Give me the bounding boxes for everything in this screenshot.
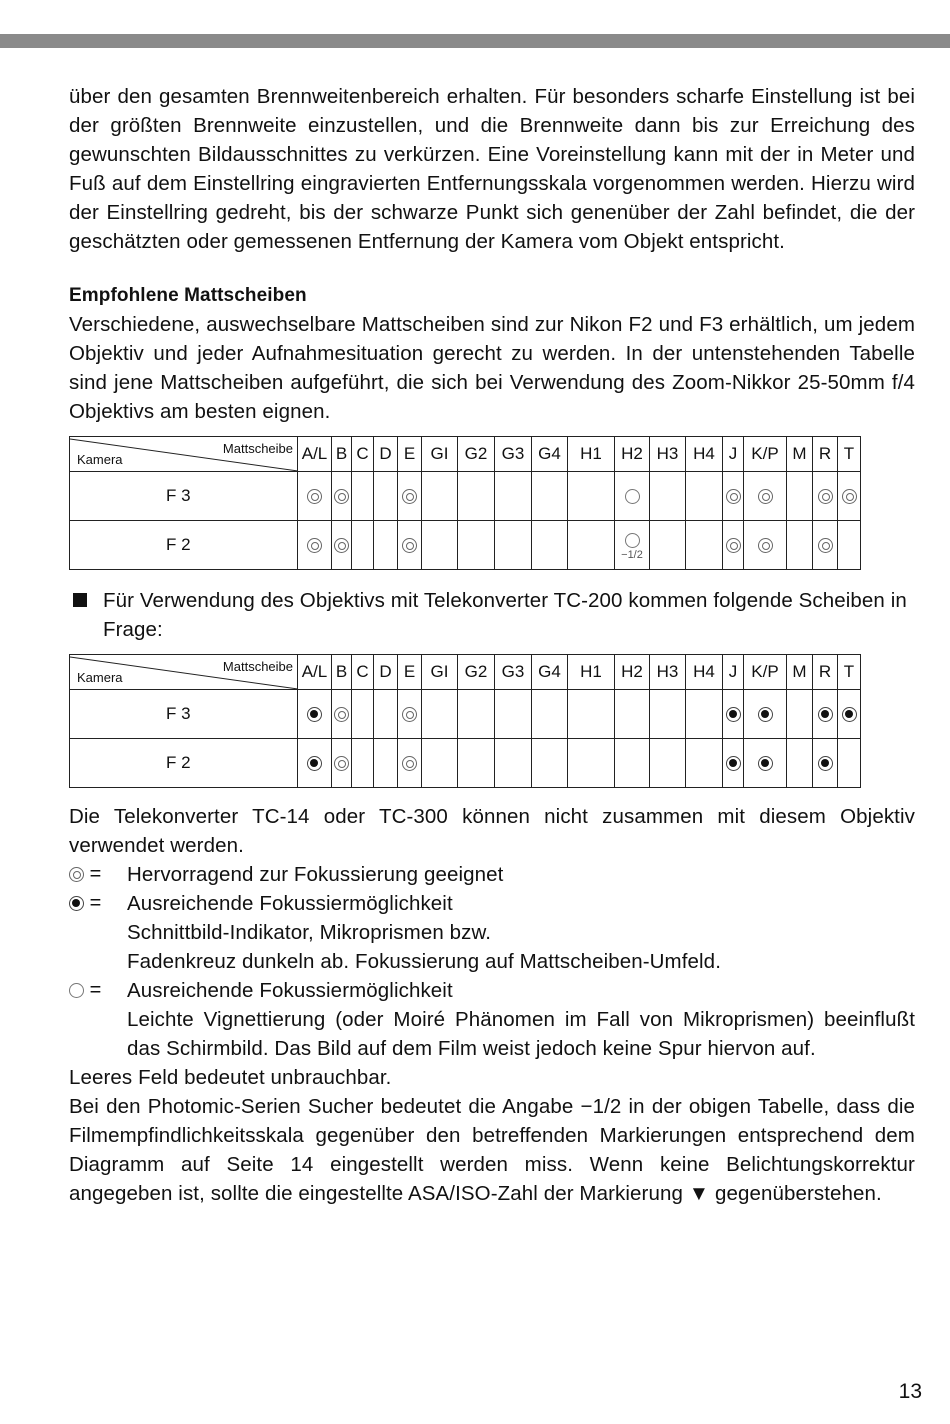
screen-cell	[352, 690, 374, 739]
table-row	[70, 472, 861, 521]
screen-cell	[458, 521, 495, 570]
screen-cell	[422, 521, 458, 570]
screen-header-g2: G2	[458, 437, 495, 472]
teleconverter-note	[69, 586, 915, 644]
screen-cell	[495, 472, 532, 521]
screen-cell	[813, 739, 838, 788]
screen-cell	[787, 521, 813, 570]
screen-cell	[332, 521, 352, 570]
excellent-double-circle-icon	[402, 538, 417, 553]
screen-cell	[398, 472, 422, 521]
screen-header-kp: K/P	[744, 437, 787, 472]
filled-dot-icon	[307, 756, 322, 771]
screen-cell	[458, 739, 495, 788]
focusing-screen-table	[69, 436, 861, 570]
screen-header-gi: GI	[422, 437, 458, 472]
corner-screen-label: Mattscheibe	[222, 659, 293, 674]
screen-header-al: A/L	[298, 437, 332, 472]
screen-cell	[532, 739, 568, 788]
screen-cell	[787, 739, 813, 788]
screen-cell	[615, 690, 650, 739]
table-corner-header	[70, 437, 298, 472]
screen-cell	[458, 472, 495, 521]
screen-header-h2: H2	[615, 437, 650, 472]
screen-cell	[744, 739, 787, 788]
camera-label: F 3	[70, 690, 298, 739]
screen-cell	[532, 690, 568, 739]
legend-line: Schnittbild-Indikator, Mikroprismen bzw.	[127, 921, 492, 944]
screen-cell	[422, 739, 458, 788]
photomic-text-b: gegenüberstehen.	[714, 1182, 882, 1205]
screen-header-m: M	[787, 437, 813, 472]
screen-cell	[568, 690, 615, 739]
intro-paragraph: über den gesamten Brennweitenbereich erhalten. Für besonders scharfe Einstellung ist bei der größten Brennweite einzustellen, und die Brennweite dann bis zur Erreichung des gewunschten Bildausschnittes zu verkürzen. Eine Voreinstellung kann mit der in Meter und Fuß auf dem Einstellring eingravierten Entfernungsskala vorgenommen werden. Hierzu wird der Einstellring gedreht, bis der schwarze Punkt sich genenüber der Zahl befindet, die der geschätzten oder gemessenen Entfernung der Kamera vom Objekt entspricht.	[69, 85, 915, 253]
screen-cell	[332, 739, 352, 788]
screen-cell	[723, 472, 744, 521]
triangle-marker-icon: ▼	[688, 1182, 710, 1205]
screen-cell	[744, 472, 787, 521]
photomic-text-a: Bei den Photomic-Serien Sucher bedeutet die Angabe −1/2 in der obigen Tabelle, dass die Filmempfindlichkeitsskala gegenüber den betreffenden Markierungen entsprechend dem Diagramm auf Seite 14 eingestellt werden miss. Wenn keine Belichtungskorrektur angegeben ist, sollte die eingestellte ASA/ISO-Zahl der Markierung	[69, 1095, 915, 1205]
square-bullet-icon	[73, 593, 87, 607]
screen-cell	[813, 472, 838, 521]
screen-cell	[650, 739, 686, 788]
screen-cell	[838, 521, 861, 570]
screen-cell	[568, 739, 615, 788]
legend-equals: =	[89, 979, 102, 1001]
screen-cell	[398, 739, 422, 788]
screen-cell	[568, 521, 615, 570]
screen-cell	[686, 472, 723, 521]
screen-cell	[813, 521, 838, 570]
excellent-double-circle-icon	[307, 538, 322, 553]
top-scan-bar	[0, 34, 950, 48]
open-circle-icon	[625, 533, 640, 548]
screen-header-r: R	[813, 437, 838, 472]
section-paragraph: Verschiedene, auswechselbare Mattscheiben sind zur Nikon F2 und F3 erhältlich, um jedem Objektiv und jeder Aufnahmesituation gerecht zu werden. In der untenstehenden Tabelle sind jene Mattscheiben aufgeführt, die sich bei Verwendung des Zoom-Nikkor 25-50mm f/4 Objektivs am besten eignen.	[69, 313, 915, 423]
excellent-double-circle-icon	[307, 489, 322, 504]
screen-cell	[787, 472, 813, 521]
screen-header-h3: H3	[650, 655, 686, 690]
screen-cell	[374, 739, 398, 788]
section-heading: Empfohlene Mattscheiben	[69, 285, 307, 306]
legend-line: Hervorragend zur Fokussierung geeignet	[127, 863, 504, 886]
screen-header-t: T	[838, 437, 861, 472]
excellent-double-circle-icon	[818, 538, 833, 553]
screen-cell	[532, 521, 568, 570]
screen-header-h4: H4	[686, 655, 723, 690]
screen-header-b: B	[332, 655, 352, 690]
camera-label: F 2	[70, 739, 298, 788]
filled-dot-icon	[758, 707, 773, 722]
open-circle-icon	[625, 489, 640, 504]
excellent-double-circle-icon	[402, 707, 417, 722]
screen-header-c: C	[352, 437, 374, 472]
screen-header-m: M	[787, 655, 813, 690]
screen-cell	[422, 472, 458, 521]
corner-screen-label: Mattscheibe	[222, 441, 293, 456]
screen-header-g3: G3	[495, 655, 532, 690]
symbol-legend	[69, 860, 915, 1063]
screen-header-j: J	[723, 437, 744, 472]
table-row	[70, 690, 861, 739]
screen-header-r: R	[813, 655, 838, 690]
screen-cell	[298, 690, 332, 739]
screen-header-kp: K/P	[744, 655, 787, 690]
teleconverter-screen-table	[69, 654, 861, 788]
excellent-double-circle-icon	[842, 489, 857, 504]
excellent-double-circle-icon	[402, 756, 417, 771]
screen-header-h1: H1	[568, 437, 615, 472]
open-circle-icon	[69, 983, 84, 998]
screen-header-b: B	[332, 437, 352, 472]
filled-dot-icon	[818, 707, 833, 722]
legend-line: Ausreichende Fokussiermöglichkeit	[127, 892, 453, 915]
filled-dot-icon	[69, 896, 84, 911]
legend-item	[69, 889, 915, 976]
filled-dot-icon	[726, 756, 741, 771]
screen-cell	[650, 690, 686, 739]
screen-cell	[723, 521, 744, 570]
screen-cell	[615, 739, 650, 788]
screen-header-d: D	[374, 655, 398, 690]
screen-cell	[744, 521, 787, 570]
screen-header-h1: H1	[568, 655, 615, 690]
screen-cell	[686, 739, 723, 788]
empty-field-text: Leeres Feld bedeutet unbrauchbar.	[69, 1066, 392, 1089]
excellent-double-circle-icon	[334, 489, 349, 504]
excellent-double-circle-icon	[726, 489, 741, 504]
screen-cell	[650, 521, 686, 570]
screen-header-al: A/L	[298, 655, 332, 690]
screen-cell	[838, 472, 861, 521]
screen-cell	[723, 690, 744, 739]
photomic-paragraph	[69, 1092, 915, 1208]
excellent-double-circle-icon	[402, 489, 417, 504]
screen-cell	[744, 690, 787, 739]
excellent-double-circle-icon	[334, 707, 349, 722]
screen-cell	[686, 690, 723, 739]
screen-header-h4: H4	[686, 437, 723, 472]
corner-camera-label: Kamera	[77, 452, 123, 467]
screen-cell	[495, 739, 532, 788]
screen-cell	[374, 521, 398, 570]
screen-cell	[352, 472, 374, 521]
screen-cell	[398, 690, 422, 739]
screen-header-t: T	[838, 655, 861, 690]
screen-header-d: D	[374, 437, 398, 472]
screen-header-g3: G3	[495, 437, 532, 472]
filled-dot-icon	[758, 756, 773, 771]
screen-cell	[787, 690, 813, 739]
screen-cell	[422, 690, 458, 739]
filled-dot-icon	[842, 707, 857, 722]
legend-item	[69, 860, 915, 889]
excellent-double-circle-icon	[818, 489, 833, 504]
screen-header-h2: H2	[615, 655, 650, 690]
page-number: 13	[898, 1380, 922, 1403]
screen-header-j: J	[723, 655, 744, 690]
screen-cell	[298, 521, 332, 570]
screen-cell	[332, 472, 352, 521]
excellent-double-circle-icon	[758, 538, 773, 553]
teleconverter-text: Für Verwendung des Objektivs mit Telekonverter TC-200 kommen folgende Scheiben in Frage:	[103, 589, 907, 641]
legend-equals: =	[89, 892, 102, 914]
screen-header-e: E	[398, 655, 422, 690]
screen-cell	[298, 739, 332, 788]
screen-cell	[332, 690, 352, 739]
screen-cell	[374, 690, 398, 739]
excellent-double-circle-icon	[334, 756, 349, 771]
screen-cell	[813, 690, 838, 739]
excellent-double-circle-icon	[726, 538, 741, 553]
screen-cell	[495, 521, 532, 570]
legend-equals: =	[89, 863, 102, 885]
legend-line: Leichte Vignettierung (oder Moiré Phänomen im Fall von Mikroprismen) beeinflußt das Schirmbild. Das Bild auf dem Film weist jedoch keine Spur hiervon auf.	[127, 1008, 915, 1060]
legend-line: Fadenkreuz dunkeln ab. Fokussierung auf Mattscheiben-Umfeld.	[127, 950, 721, 973]
screen-header-h3: H3	[650, 437, 686, 472]
screen-cell	[838, 690, 861, 739]
filled-dot-icon	[307, 707, 322, 722]
exposure-note: −1/2	[621, 548, 643, 561]
corner-camera-label: Kamera	[77, 670, 123, 685]
incompatible-text: Die Telekonverter TC-14 oder TC-300 können nicht zusammen mit diesem Objektiv verwendet werden.	[69, 805, 915, 857]
page-content	[69, 82, 915, 1208]
screen-cell	[398, 521, 422, 570]
excellent-double-circle-icon	[334, 538, 349, 553]
screen-header-g4: G4	[532, 655, 568, 690]
filled-dot-icon	[726, 707, 741, 722]
screen-cell	[686, 521, 723, 570]
screen-header-e: E	[398, 437, 422, 472]
screen-cell	[838, 739, 861, 788]
screen-cell	[495, 690, 532, 739]
excellent-double-circle-icon	[69, 867, 84, 882]
screen-cell	[615, 472, 650, 521]
legend-item	[69, 976, 915, 1063]
screen-cell	[568, 472, 615, 521]
screen-cell	[532, 472, 568, 521]
screen-cell	[615, 521, 650, 570]
screen-header-c: C	[352, 655, 374, 690]
screen-cell	[298, 472, 332, 521]
excellent-double-circle-icon	[758, 489, 773, 504]
screen-header-g2: G2	[458, 655, 495, 690]
legend-line: Ausreichende Fokussiermöglichkeit	[127, 979, 453, 1002]
screen-cell	[723, 739, 744, 788]
screen-cell	[352, 739, 374, 788]
table-row	[70, 739, 861, 788]
screen-cell	[650, 472, 686, 521]
camera-label: F 3	[70, 472, 298, 521]
screen-cell	[458, 690, 495, 739]
table-corner-header	[70, 655, 298, 690]
camera-label: F 2	[70, 521, 298, 570]
table-row	[70, 521, 861, 570]
screen-header-gi: GI	[422, 655, 458, 690]
screen-cell	[352, 521, 374, 570]
screen-header-g4: G4	[532, 437, 568, 472]
screen-cell	[374, 472, 398, 521]
filled-dot-icon	[818, 756, 833, 771]
